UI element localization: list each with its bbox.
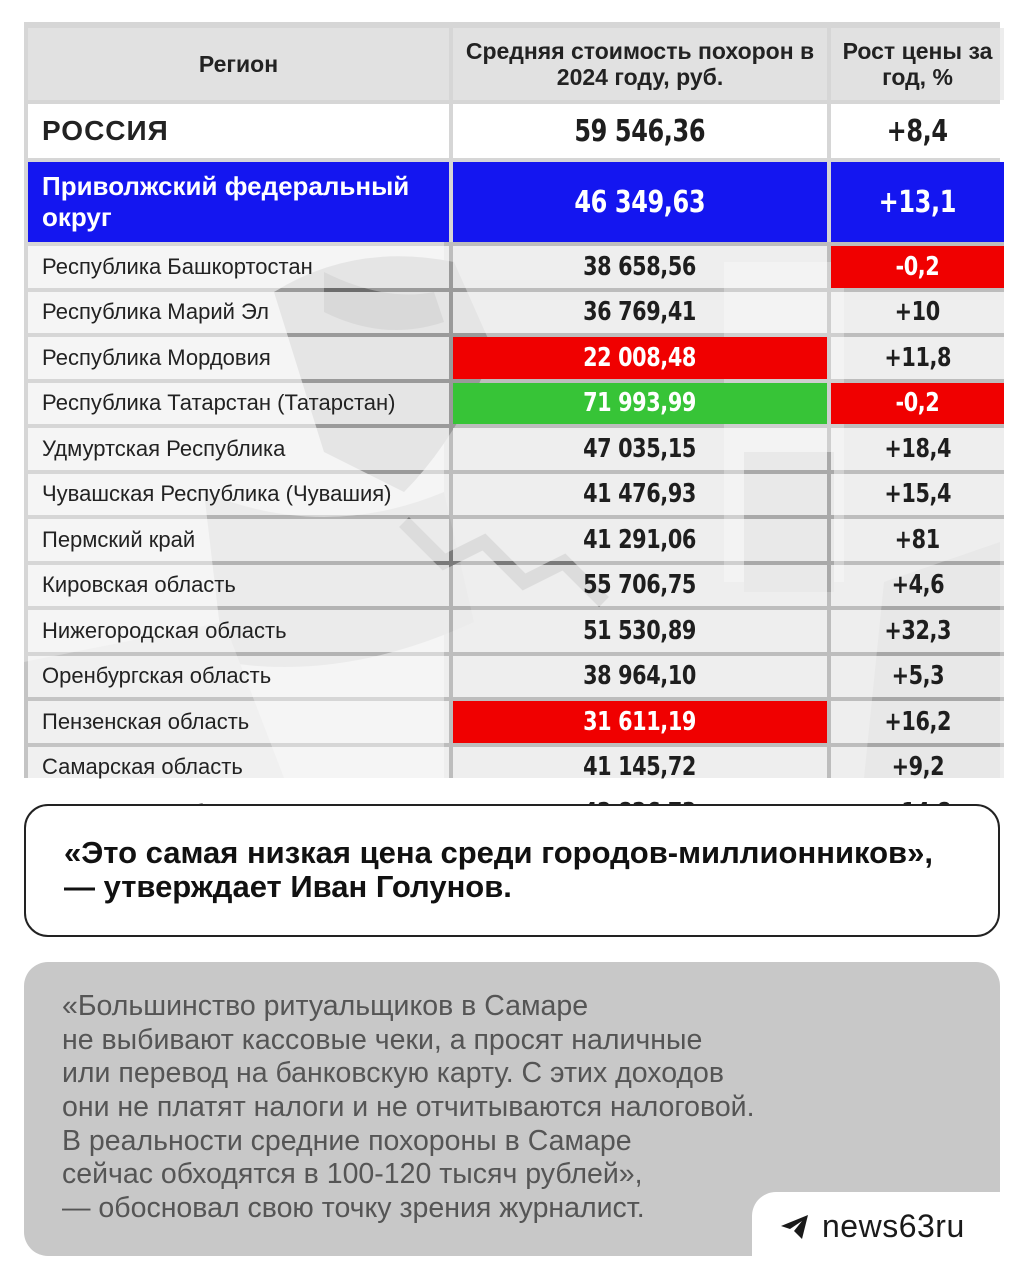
telegram-plane-icon [780,1214,810,1240]
secondary-quote-text: «Большинство ритуальщиков в Самаре не выбивают кассовые чеки, а просят наличные или перевод на банковскую карту. С этих доходов они не платят налоги и не отчитываются налоговой. В реальности средние похороны в Самаре сейчас обходятся в 100-120 тысяч рублей», — обосновал свою точку зрения журналист. [62,990,755,1224]
growth-value: +32,3 [884,615,951,646]
brand-name: news63ru [822,1208,965,1244]
header-cost: Средняя стоимость похорон в 2024 году, руб. [453,28,827,100]
cost-value: 47 035,15 [583,433,697,464]
header-growth: Рост цены за год, % [831,28,1004,100]
cost-value: 31 611,19 [583,706,697,737]
growth-value: +81 [894,524,941,555]
cost-value: 51 530,89 [583,615,697,646]
region-name: Республика Башкортостан [28,246,449,288]
growth-value: +11,8 [884,342,951,373]
region-name: Чувашская Республика (Чувашия) [28,474,449,516]
cost-value: 22 008,48 [583,342,697,373]
header-region: Регион [28,28,449,100]
region-name: Нижегородская область [28,610,449,652]
region-name: Удмуртская Республика [28,428,449,470]
cost-value: 41 145,72 [583,752,697,783]
growth-value: +13,1 [878,184,957,220]
growth-value: +5,3 [891,661,944,692]
price-table [24,22,1000,783]
growth-value: -0,2 [895,251,940,282]
cost-value: 38 964,10 [583,661,697,692]
region-name: Самарская область [28,747,449,789]
main-quote-card [24,804,1000,937]
region-name: Оренбургская область [28,656,449,698]
cost-value: 36 769,41 [583,297,697,328]
growth-value: +9,2 [891,752,944,783]
cost-value: 41 291,06 [583,524,697,555]
region-name: Республика Мордовия [28,337,449,379]
growth-value: +10 [894,297,941,328]
region-name: Кировская область [28,565,449,607]
region-name: Республика Татарстан (Татарстан) [28,383,449,425]
table-grid [24,22,1000,783]
region-name: Пензенская область [28,701,449,743]
growth-value: -0,2 [895,388,940,419]
growth-value: +18,4 [884,433,951,464]
region-name: РОССИЯ [28,104,449,158]
cost-value: 55 706,75 [583,570,697,601]
brand-watermark [780,1208,965,1245]
cost-value: 59 546,36 [574,113,706,149]
region-name: Приволжский федеральный округ [28,162,449,242]
cost-value: 38 658,56 [583,251,697,282]
main-quote-text: «Это самая низкая цена среди городов-миллионников», — утверждает Иван Голунов. [64,835,933,905]
region-name: Пермский край [28,519,449,561]
growth-value: +4,6 [891,570,944,601]
growth-value: +15,4 [884,479,951,510]
growth-value: +16,2 [884,706,951,737]
cost-value: 46 349,63 [574,184,706,220]
cost-value: 41 476,93 [583,479,697,510]
region-name: Республика Марий Эл [28,292,449,334]
cost-value: 71 993,99 [583,388,697,419]
growth-value: +8,4 [886,113,949,149]
